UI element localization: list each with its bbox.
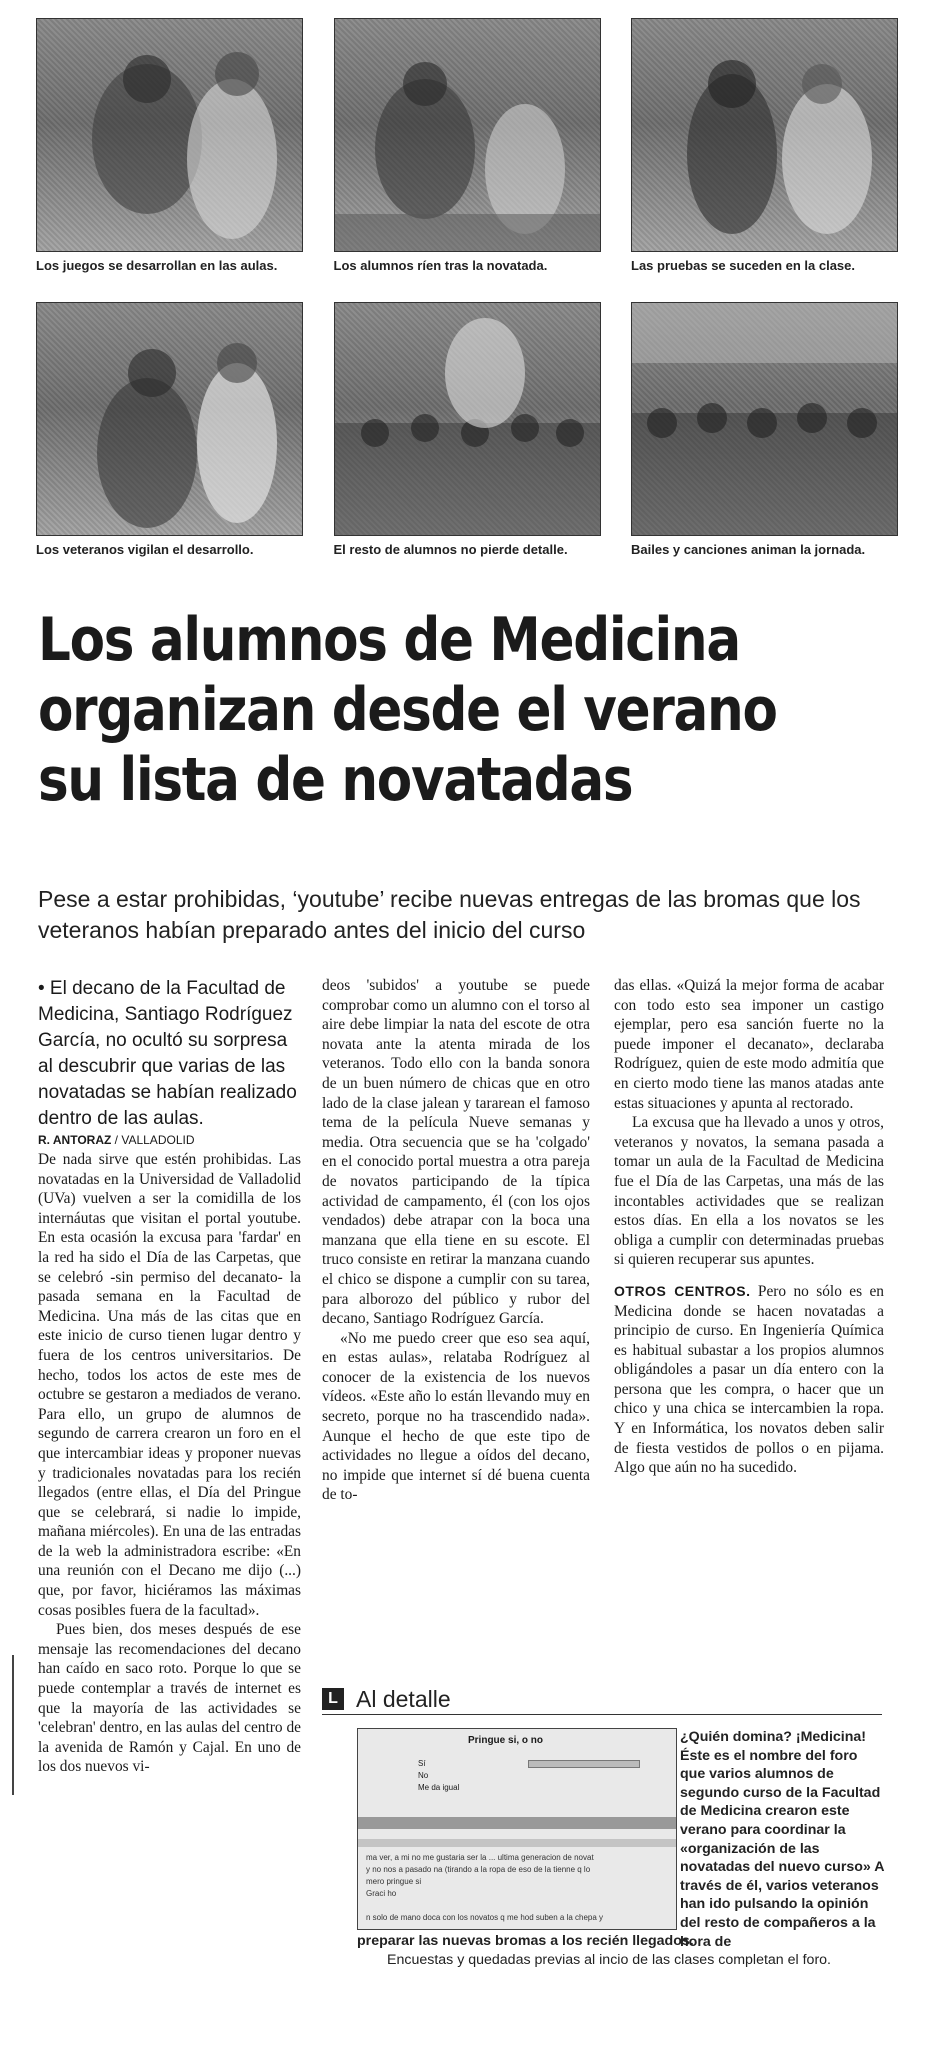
photo-caption: Los veteranos vigilan el desarrollo. (36, 542, 254, 557)
photo-crowd-watch (334, 302, 601, 536)
column-2 (322, 976, 590, 1505)
poll-option: Me da igual (418, 1783, 460, 1792)
body-paragraph: das ellas. «Quizá la mejor forma de acabar con todo esto sea imponer un castigo ejemplar, pero esa sanción fuerte no la puede imponer el decanato», declaraba Rodríguez, quien de este modo admitía que en cierto modo tiene las manos atadas ante estas situaciones y apunta al rectorado. (614, 977, 884, 1112)
byline-author: R. ANTORAZ (38, 1133, 112, 1147)
photo-caption: Las pruebas se suceden en la clase. (631, 258, 856, 273)
photo-row-top (36, 18, 896, 274)
forum-post-line: y no nos a pasado na (tirando a la ropa de eso de la tienne q lo (366, 1865, 591, 1874)
detalle-bottom (357, 1932, 887, 1969)
body-paragraph: deos 'subidos' a youtube se puede comprobar como un alumno con el torso al aire debe limpiar la nata del escote de otra novata ante la atenta mirada de los veteranos. Todo ello con la banda sonora de un buen número de chicas que en otro lado de la clase jalean y tararean el famoso tema de la película Nueve semanas y media. Otra secuencia que se ha 'colgado' en el conocido portal muestra a otra pareja de novatos participando de la típica actividad de campamento, él (con los ojos vendados) debe atrapar con la boca una manzana que ella tiene en su escote. El truco consiste en retirar la manzana cuando el chico se dispone a cumplir con su tarea, para alborozo del público y rubor del decano, Santiago Rodríguez García. (322, 977, 590, 1328)
forum-poll-title: Pringue si, o no (468, 1735, 544, 1746)
photo-cell (631, 18, 896, 274)
forum-post-line: n solo de mano doca con los novatos q me hod suben a la chepa y (366, 1913, 604, 1922)
poll-bar (528, 1760, 640, 1768)
detalle-icon: L (322, 1688, 344, 1710)
photo-cell (334, 302, 599, 558)
body-paragraph: De nada sirve que estén prohibidas. Las novatadas en la Universidad de Valladolid (UVa) vuelven a ser la comidilla de los internáutas que visitan el portal youtube. En esta ocasión la excusa para 'fardar' en la red ha sido el Día de las Carpetas, que se celebró -sin permiso del decanato- la pasada semana en la Facultad de Medicina. Una más de las citas que en este inicio de curso tienen lugar dentro y fuera de los centros universitarios. De hecho, todos los actos de este mes de octubre se gestaron a mediados de verano. Para ello, un grupo de alumnos de segundo de carrera crearon un foro en el que intercambiar ideas y proponer nuevas y tradicionales novatadas para los recién llegados (entre ellas, el Día del Pringue que se celebrará, si nadie lo impide, mañana miércoles). En una de las entradas de la web la administradora escribe: «En una reunión con el Decano me dijo (...) que, por favor, hiciéramos las máximas cosas posibles fuera de la facultad». (38, 1151, 301, 1619)
forum-post-line: Graci ho (366, 1889, 397, 1898)
photo-cell (631, 302, 896, 558)
poll-option: No (418, 1771, 429, 1780)
detalle-bottom-line: preparar las nuevas bromas a los recién llegados. (357, 1933, 694, 1949)
headline-line: su lista de novatadas (38, 745, 633, 815)
byline (38, 1132, 301, 1148)
photo-caption: Los alumnos ríen tras la novatada. (333, 258, 548, 273)
forum-screenshot (357, 1728, 677, 1930)
photo-cell (36, 302, 301, 558)
body-paragraph (614, 1282, 884, 1478)
photo-cell (36, 18, 301, 274)
forum-band (358, 1817, 676, 1829)
column-3 (614, 976, 884, 1478)
detalle-header (322, 1688, 882, 1715)
column-1 (38, 976, 301, 1777)
photo-students-laugh (334, 18, 601, 252)
byline-place: / VALLADOLID (111, 1133, 195, 1147)
photo-veterans-watch (36, 302, 303, 536)
photo-cell (334, 18, 599, 274)
body-paragraph: «No me puedo creer que eso sea aquí, en estas aulas», relataba Rodríguez al conocer de la existencia de los nuevos vídeos. «Este año lo están llevando muy en secreto, porque no ha trascendido nada». Aunque el hecho de que este tipo de actividades no llegue a oídos del decano, no impide que internet sí dé buena cuenta de to- (322, 1329, 590, 1504)
photo-caption: Los juegos se desarrollan en las aulas. (36, 258, 278, 273)
photo-row-bottom (36, 302, 896, 558)
headline-line: Los alumnos de Medicina (38, 605, 740, 675)
detalle-title: Al detalle (356, 1686, 451, 1712)
headline (38, 605, 778, 815)
page-edge-mark (0, 1655, 14, 1795)
lead-summary: • El decano de la Facultad de Medicina, Santiago Rodríguez García, no ocultó su sorpresa al descubrir que varias de las novatadas se habían realizado dentro de las aulas. (38, 978, 297, 1129)
body-paragraph: La excusa que ha llevado a unos y otros, veteranos y novatos, la semana pasada a tomar un aula de la Facultad de Medicina fue el Día de las Carpetas, una más de las incontables actividades que se realizan estos días. En ella a los novatos se les obliga a cumplir con determinadas pruebas si quieren recuperar sus apuntes. (614, 1114, 884, 1269)
detalle-side-text: ¿Quién domina? ¡Medicina! Éste es el nombre del foro que varios alumnos de segundo curso de la Facultad de Medicina crearon este verano para coordinar la «organización de las novatadas del nuevo curso» A través de él, varios veteranos han ido pulsando la opinión del resto de compañeros a la hora de (680, 1729, 884, 1950)
detalle-bottom-line: Encuestas y quedadas previas al incio de las clases completan el foro. (387, 1951, 832, 1968)
photo-caption: Bailes y canciones animan la jornada. (631, 542, 866, 557)
headline-line: organizan desde el verano (38, 675, 777, 745)
photo-caption: El resto de alumnos no pierde detalle. (333, 542, 568, 557)
forum-post-line: ma ver, a mi no me gustaria ser la ... ultima generacion de novat (366, 1853, 594, 1862)
forum-band (358, 1839, 676, 1847)
photo-games-classroom (36, 18, 303, 252)
photo-dances-songs (631, 302, 898, 536)
forum-post-line: mero pringue si (366, 1877, 422, 1886)
section-text: Pero no sólo es en Medicina donde se hacen novatadas a principio de curso. En Ingeniería Química es habitual subastar a los propios alumnos obligándoles a pasar un día entero con la persona que les compra, o hacer que un chico y una chica se intercambien la ropa. Y en Informática, los novatos deben salir de fiesta vestidos de pollos o en pijama. Algo que aún no ha sucedido. (614, 1282, 884, 1477)
subheadline: Pese a estar prohibidas, ‘youtube’ recibe nuevas entregas de las bromas que los veteranos habían preparado antes del inicio del curso (38, 886, 861, 943)
photo-grid (36, 18, 896, 586)
photo-tests-class (631, 18, 898, 252)
poll-option: Sí (418, 1759, 426, 1768)
body-paragraph: Pues bien, dos meses después de ese mensaje las recomendaciones del decano han caído en saco roto. Porque lo que se puede contemplar a través de internet es que la mayoría de las actividades se 'celebran' dentro, en las aulas del centro de la avenida de Ramón y Cajal. En uno de los dos nuevos vi- (38, 1621, 301, 1776)
section-lead-otros-centros: OTROS CENTROS. (614, 1282, 751, 1299)
